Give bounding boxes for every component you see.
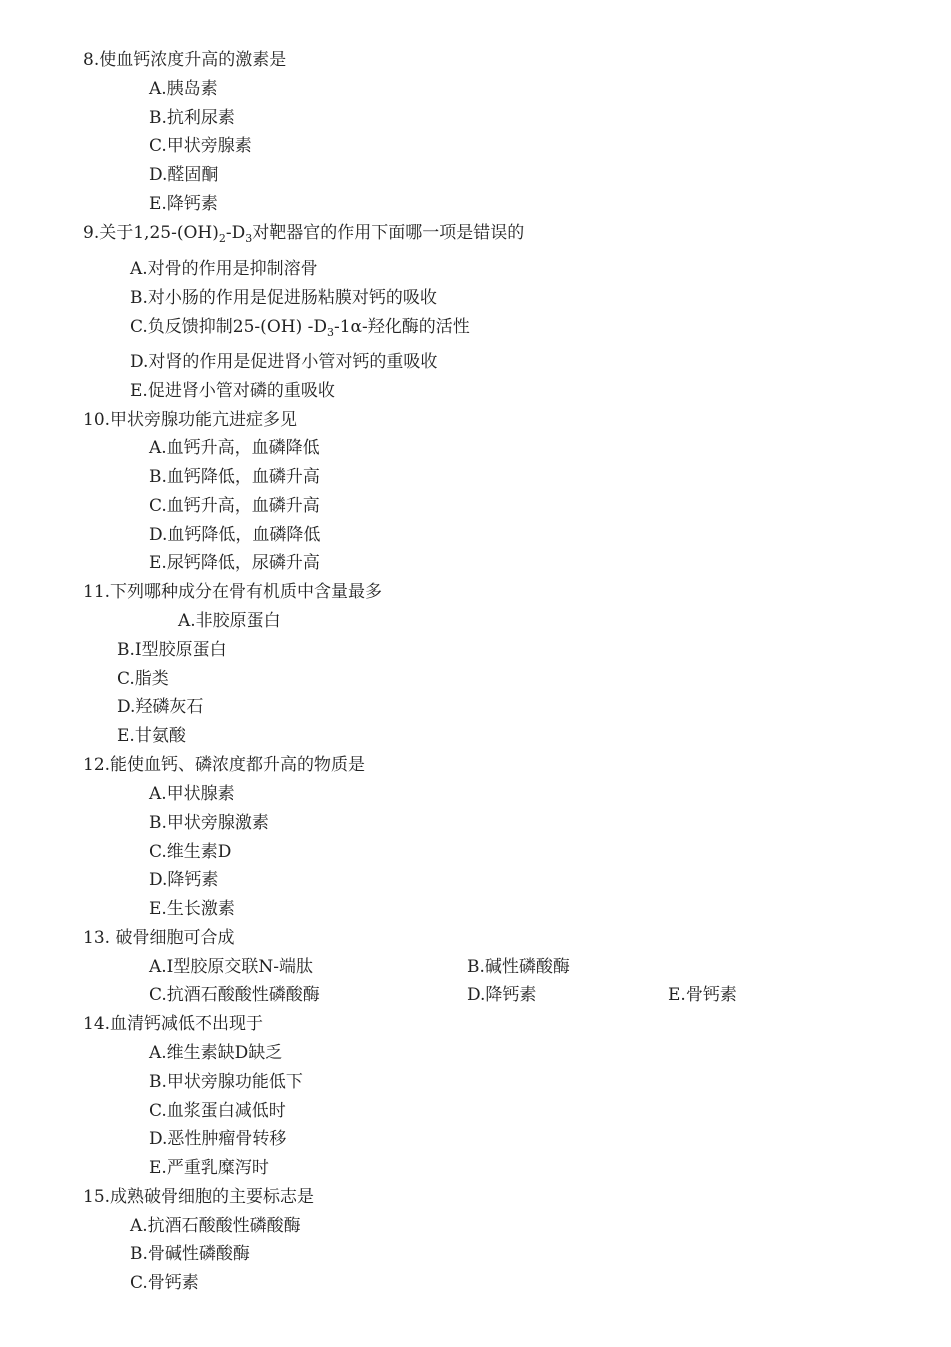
- question-14-option-e: E.严重乳糜泻时: [149, 1158, 269, 1178]
- question-12-option-d: D.降钙素: [149, 870, 219, 890]
- question-9-stem: [83, 223, 524, 243]
- question-13-stem: 13. 破骨细胞可合成: [83, 928, 235, 948]
- question-12-stem: 12.能使血钙、磷浓度都升高的物质是: [83, 755, 366, 775]
- question-12-option-c: C.维生素D: [149, 842, 232, 862]
- question-11-option-a: A.非胶原蛋白: [178, 611, 281, 631]
- question-12-option-b: B.甲状旁腺激素: [149, 813, 269, 833]
- question-13-option-e: E.骨钙素: [668, 985, 737, 1005]
- question-14-option-d: D.恶性肿瘤骨转移: [149, 1129, 287, 1149]
- question-10-option-a: A.血钙升高，血磷降低: [149, 438, 320, 458]
- question-14-option-c: C.血浆蛋白减低时: [149, 1101, 286, 1121]
- question-10-option-b: B.血钙降低，血磷升高: [149, 467, 320, 487]
- question-15-stem: 15.成熟破骨细胞的主要标志是: [83, 1187, 315, 1207]
- question-12-option-a: A.甲状腺素: [149, 784, 235, 804]
- question-11-option-c: C.脂类: [117, 669, 169, 689]
- question-9-option-c-part2: -1α-羟化酶的活性: [334, 317, 470, 337]
- question-14-option-b: B.甲状旁腺功能低下: [149, 1072, 303, 1092]
- question-14-option-a: A.维生素缺D缺乏: [149, 1043, 283, 1063]
- question-8-stem: 8.使血钙浓度升高的激素是: [83, 50, 287, 70]
- question-13-option-d: D.降钙素: [467, 985, 537, 1005]
- question-9-option-c: [130, 317, 470, 337]
- question-10-option-e: E.尿钙降低，尿磷升高: [149, 553, 320, 573]
- question-14-stem: 14.血清钙减低不出现于: [83, 1014, 264, 1034]
- question-9-option-c-part1: C.负反馈抑制25-(OH) -D: [130, 317, 327, 337]
- question-13-option-c: C.抗酒石酸酸性磷酸酶: [149, 985, 320, 1005]
- question-9-stem-part3: 对靶器官的作用下面哪一项是错误的: [252, 223, 525, 243]
- question-11-option-e: E.甘氨酸: [117, 726, 186, 746]
- question-9-stem-subscript-2: 3: [245, 232, 253, 245]
- question-10-stem: 10.甲状旁腺功能亢进症多见: [83, 410, 298, 430]
- question-8-option-b: B.抗利尿素: [149, 108, 235, 128]
- question-11-option-d: D.羟磷灰石: [117, 697, 204, 717]
- question-9-stem-part1: 9.关于1,25-(OH): [83, 223, 219, 243]
- question-8-option-e: E.降钙素: [149, 194, 218, 214]
- question-9-option-d: D.对肾的作用是促进肾小管对钙的重吸收: [130, 352, 438, 372]
- question-9-stem-part2: -D: [225, 223, 246, 243]
- question-9-option-b: B.对小肠的作用是促进肠粘膜对钙的吸收: [130, 288, 437, 308]
- question-13-option-b: B.碱性磷酸酶: [467, 957, 570, 977]
- question-13-option-a: A.Ⅰ型胶原交联N-端肽: [149, 957, 314, 977]
- question-8-option-d: D.醛固酮: [149, 165, 219, 185]
- question-10-option-d: D.血钙降低，血磷降低: [149, 525, 321, 545]
- question-9-stem-subscript-1: 2: [218, 232, 226, 245]
- question-11-option-b: B.Ⅰ型胶原蛋白: [117, 640, 227, 660]
- question-9-option-e: E.促进肾小管对磷的重吸收: [130, 381, 335, 401]
- question-15-option-a: A.抗酒石酸酸性磷酸酶: [130, 1216, 301, 1236]
- question-8-option-a: A.胰岛素: [149, 79, 218, 99]
- question-10-option-c: C.血钙升高，血磷升高: [149, 496, 320, 516]
- question-9-option-c-subscript: 3: [327, 326, 334, 339]
- question-11-stem: 11.下列哪种成分在骨有机质中含量最多: [83, 582, 383, 602]
- question-15-option-b: B.骨碱性磷酸酶: [130, 1244, 250, 1264]
- question-8-option-c: C.甲状旁腺素: [149, 136, 252, 156]
- question-12-option-e: E.生长激素: [149, 899, 235, 919]
- question-15-option-c: C.骨钙素: [130, 1273, 199, 1293]
- question-9-option-a: A.对骨的作用是抑制溶骨: [130, 259, 318, 279]
